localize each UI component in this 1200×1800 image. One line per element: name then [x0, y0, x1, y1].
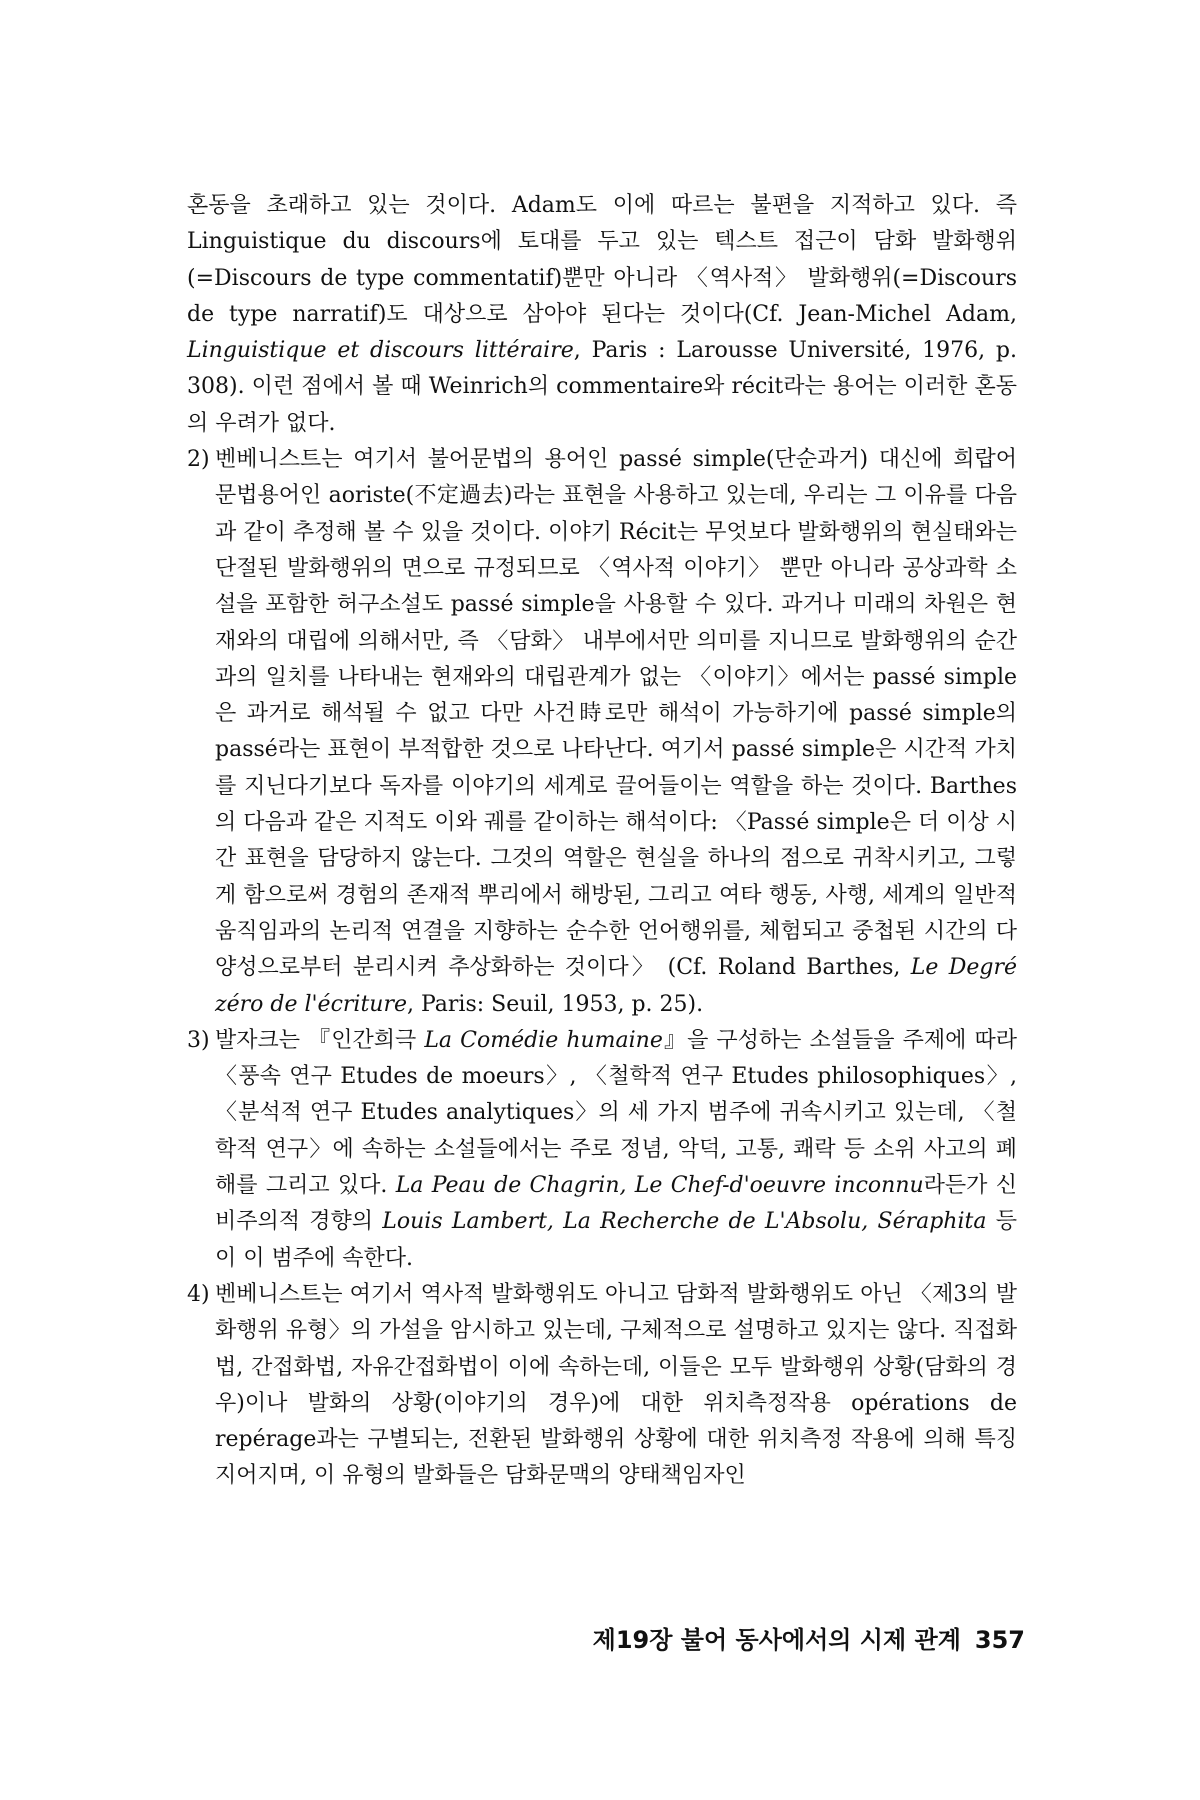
- page-number: 357: [974, 1626, 1025, 1654]
- text-span: 발자크는 『인간희극: [215, 1027, 425, 1053]
- body-text: [187, 188, 1017, 1495]
- footnote-number: 3): [187, 1027, 210, 1053]
- text-span: 』을 구성하는 소설들을 주제에 따라 〈풍속 연구 Etudes de moeurs〉, 〈철학적 연구 Etudes philosophiques〉, 〈분석적 연구 Etudes analytiques〉의 세 가지 범주에 귀속시키고 있는데, 〈철학적 연구〉에 속하는 소설들에서는 주로 정념, 악덕, 고통, 쾌락 등 소위 사고의 폐해를 그리고 있다.: [215, 1027, 1017, 1199]
- footnote-2: [187, 442, 1017, 1023]
- text-span: , Paris: Seuil, 1953, p. 25).: [406, 991, 704, 1017]
- footnote-number: 4): [187, 1281, 210, 1307]
- continued-note-paragraph: [187, 188, 1017, 442]
- running-footer: [505, 1620, 1025, 1655]
- book-title: Le Degré zéro de l'écriture: [215, 955, 1017, 1017]
- text-span: 벤베니스트는 여기서 역사적 발화행위도 아니고 담화적 발화행위도 아닌 〈제3의 발화행위 유형〉의 가설을 암시하고 있는데, 구체적으로 설명하고 있지는 않다. 직접화법, 간접화법, 자유간접화법이 이에 속하는데, 이들은 모두 발화행위 상황(담화의 경우)이나 발화의 상황(이야기의 경우)에 대한 위치측정작용 opérations de repérage과는 구별되는, 전환된 발화행위 상황에 대한 위치측정 작용에 의해 특징지어지며, 이 유형의 발화들은 담화문맥의 양태책임자인: [215, 1281, 1017, 1489]
- footnote-4: [187, 1277, 1017, 1495]
- text-span: 라든가 신비주의적 경향의: [215, 1173, 1017, 1235]
- footnote-3: [187, 1023, 1017, 1277]
- text-span: , Paris : Larousse Université, 1976, p. 308). 이런 점에서 볼 때 Weinrich의 commentaire와 récit라는 용어는 이러한 혼동의 우려가 없다.: [187, 338, 1018, 436]
- book-title: Louis Lambert, La Recherche de L'Absolu, Séraphita: [382, 1209, 987, 1235]
- book-title: Linguistique et discours littéraire: [187, 338, 574, 364]
- text-span: 벤베니스트는 여기서 불어문법의 용어인 passé simple(단순과거) 대신에 희랍어 문법용어인 aoriste(不定過去)라는 표현을 사용하고 있는데, 우리는 그 이유를 다음과 같이 추정해 볼 수 있을 것이다. 이야기 Récit는 무엇보다 발화행위의 현실태와는 단절된 발화행위의 면으로 규정되므로 〈역사적 이야기〉 뿐만 아니라 공상과학 소설을 포함한 허구소설도 passé simple을 사용할 수 있다. 과거나 미래의 차원은 현재와의 대립에 의해서만, 즉 〈담화〉 내부에서만 의미를 지니므로 발화행위의 순간과의 일치를 나타내는 현재와의 대립관계가 없는 〈이야기〉에서는 passé simple은 과거로 해석될 수 없고 다만 사건時로만 해석이 가능하기에 passé simple의 passé라는 표현이 부적합한 것으로 나타난다. 여기서 passé simple은 시간적 가치를 지닌다기보다 독자를 이야기의 세계로 끌어들이는 역할을 하는 것이다. Barthes의 다음과 같은 지적도 이와 궤를 같이하는 해석이다: 〈Passé simple은 더 이상 시간 표현을 담당하지 않는다. 그것의 역할은 현실을 하나의 점으로 귀착시키고, 그렇게 함으로써 경험의 존재적 뿌리에서 해방된, 그리고 여타 행동, 사행, 세계의 일반적 움직임과의 논리적 연결을 지향하는 순수한 언어행위를, 체험되고 중첩된 시간의 다양성으로부터 분리시켜 추상화하는 것이다〉 (Cf. Roland Barthes,: [215, 447, 1017, 981]
- text-span: 등이 이 범주에 속한다.: [215, 1209, 1017, 1271]
- footnote-number: 2): [187, 447, 210, 473]
- book-title: La Peau de Chagrin, Le Chef-d'oeuvre inconnu: [395, 1173, 924, 1199]
- book-title: La Comédie humaine: [424, 1027, 663, 1053]
- chapter-title: 제19장 불어 동사에서의 시제 관계: [592, 1626, 961, 1654]
- text-span: 혼동을 초래하고 있는 것이다. Adam도 이에 따르는 불편을 지적하고 있다. 즉 Linguistique du discours에 토대를 두고 있는 텍스트 접근이 담화 발화행위(=Discours de type commentatif)뿐만 아니라 〈역사적〉 발화행위(=Discours de type narratif)도 대상으로 삼아야 된다는 것이다(Cf. Jean-Michel Adam,: [187, 193, 1017, 327]
